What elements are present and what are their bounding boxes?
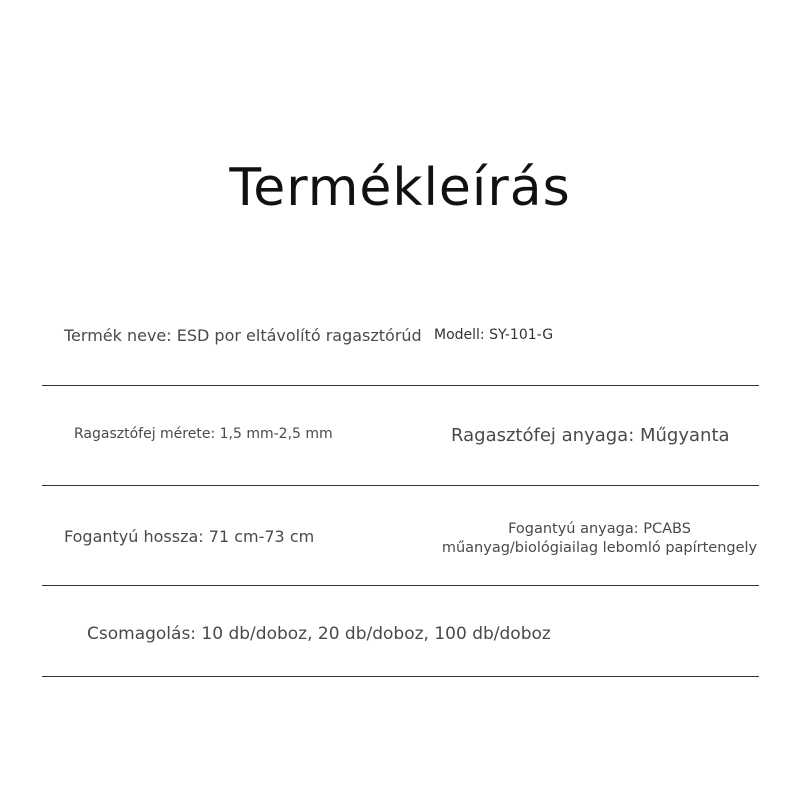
spec-row-handle (42, 486, 759, 586)
packaging-text: Csomagolás: 10 db/doboz, 20 db/doboz, 100 db/doboz (87, 624, 551, 644)
model-text: Modell: SY-101-G (434, 327, 554, 343)
glue-head-size-text: Ragasztófej mérete: 1,5 mm-2,5 mm (74, 426, 333, 442)
handle-length-text: Fogantyú hossza: 71 cm-73 cm (64, 527, 315, 546)
spec-row-product-name (42, 286, 759, 386)
handle-material-text (427, 520, 772, 558)
product-name-text: Termék neve: ESD por eltávolító ragasztórúd (64, 326, 422, 345)
handle-material-line-1: Fogantyú anyaga: PCABS (508, 521, 691, 537)
handle-material-line-2: műanyag/biológiailag lebomló papírtengely (441, 540, 758, 556)
spec-row-glue-head (42, 386, 759, 486)
glue-head-material-text: Ragasztófej anyaga: Műgyanta (451, 425, 730, 446)
spec-row-packaging (42, 577, 759, 677)
page-title: Termékleírás (229, 158, 571, 218)
